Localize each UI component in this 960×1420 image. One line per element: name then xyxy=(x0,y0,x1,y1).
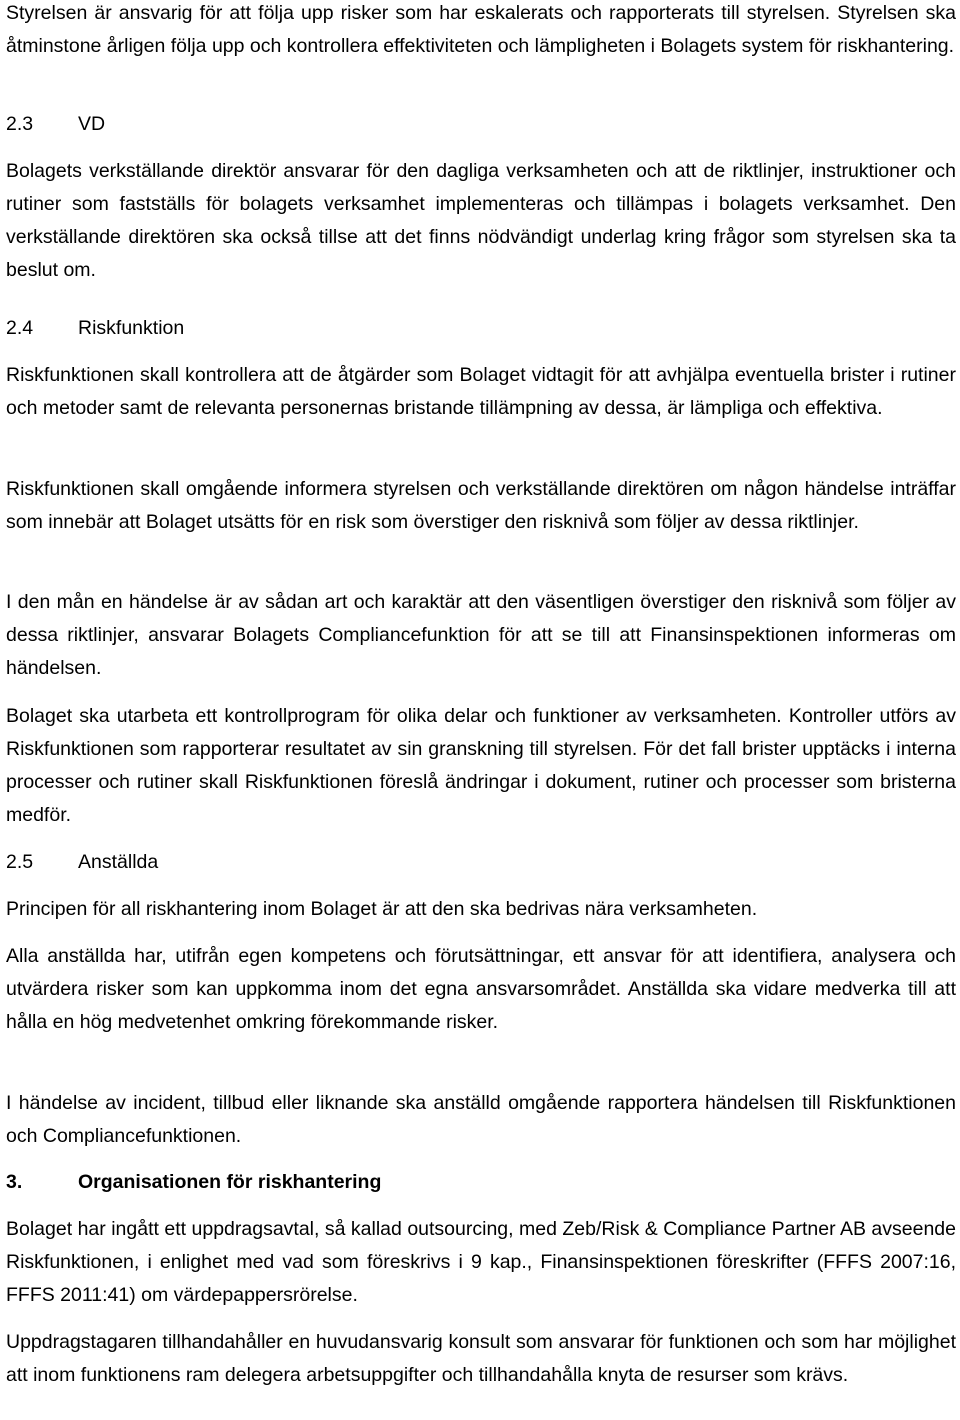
paragraph-risk-inform: Riskfunktionen skall omgående informera styrelsen och verkställande direktören om någon händelse inträffar som innebär att Bolaget utsätts för en risk som överstiger den risknivå som följer av dessa riktlinjer. xyxy=(6,478,956,533)
paragraph-vd: Bolagets verkställande direktör ansvarar för den dagliga verksamheten och att de riktlinjer, instruktioner och rutiner som fastställs för bolagets verksamhet implementeras och tillämpas i bolagets verksamhet. Den verkställande direktören ska också tillse att det finns nödvändigt underlag kring frågor som styrelsen ska ta beslut om. xyxy=(6,160,956,281)
section-title: VD xyxy=(78,113,106,135)
section-title: Anställda xyxy=(78,851,159,873)
section-number: 2.4 xyxy=(6,317,34,339)
section-number: 2.3 xyxy=(6,113,34,135)
paragraph-employee-responsibility: Alla anställda har, utifrån egen kompetens och förutsättningar, ett ansvar för att identifiera, analysera och utvärdera risker som kan uppkomma inom det egna ansvarsområdet. Anställda ska vidare medverka till att hålla en hög medvetenhet omkring förekommande risker. xyxy=(6,945,956,1033)
section-heading-2-4 xyxy=(6,312,184,345)
section-heading-2-3 xyxy=(6,108,105,141)
section-title: Organisationen för riskhantering xyxy=(78,1171,382,1193)
section-heading-3 xyxy=(6,1166,381,1199)
section-heading-2-5 xyxy=(6,846,158,879)
paragraph-employee-principle: Principen för all riskhantering inom Bolaget är att den ska bedrivas nära verksamheten. xyxy=(6,898,758,920)
section-number: 3. xyxy=(6,1171,23,1193)
paragraph-risk-program: Bolaget ska utarbeta ett kontrollprogram för olika delar och funktioner av verksamheten. Kontroller utförs av Riskfunktionen som rapporterar resultatet av sin granskning till styrelsen. För det fall brister upptäcks i interna processer och rutiner skall Riskfunktionen föreslå ändringar i dokument, rutiner och processer som bristerna medför. xyxy=(6,705,956,826)
paragraph-board-followup: Styrelsen är ansvarig för att följa upp risker som har eskalerats och rapporterats till styrelsen. Styrelsen ska åtminstone årligen följa upp och kontrollera effektiviteten och lämpligheten i Bolagets system för riskhantering. xyxy=(6,2,956,57)
paragraph-outsourcing: Bolaget har ingått ett uppdragsavtal, så kallad outsourcing, med Zeb/Risk & Compliance Partner AB avseende Riskfunktionen, i enlighet med vad som föreskrivs i 9 kap., Finansinspektionen föreskrifter (FFFS 2007:16, FFFS 2011:41) om värdepappersrörelse. xyxy=(6,1218,956,1306)
paragraph-consultant: Uppdragstagaren tillhandahåller en huvudansvarig konsult som ansvarar för funktionen och som har möjlighet att inom funktionens ram delegera arbetsuppgifter och tillhandahålla knyta de resurser som krävs. xyxy=(6,1331,956,1386)
paragraph-employee-incident: I händelse av incident, tillbud eller liknande ska anställd omgående rapportera händelsen till Riskfunktionen och Compliancefunktionen. xyxy=(6,1092,956,1147)
paragraph-risk-fi: I den mån en händelse är av sådan art och karaktär att den väsentligen överstiger den risknivå som följer av dessa riktlinjer, ansvarar Bolagets Compliancefunktion för att se till att Finansinspektionen informeras om händelsen. xyxy=(6,591,956,679)
section-number: 2.5 xyxy=(6,851,34,873)
section-title: Riskfunktion xyxy=(78,317,185,339)
paragraph-risk-control: Riskfunktionen skall kontrollera att de åtgärder som Bolaget vidtagit för att avhjälpa eventuella brister i rutiner och metoder samt de relevanta personernas bristande tillämpning av dessa, är lämpliga och effektiva. xyxy=(6,364,956,419)
